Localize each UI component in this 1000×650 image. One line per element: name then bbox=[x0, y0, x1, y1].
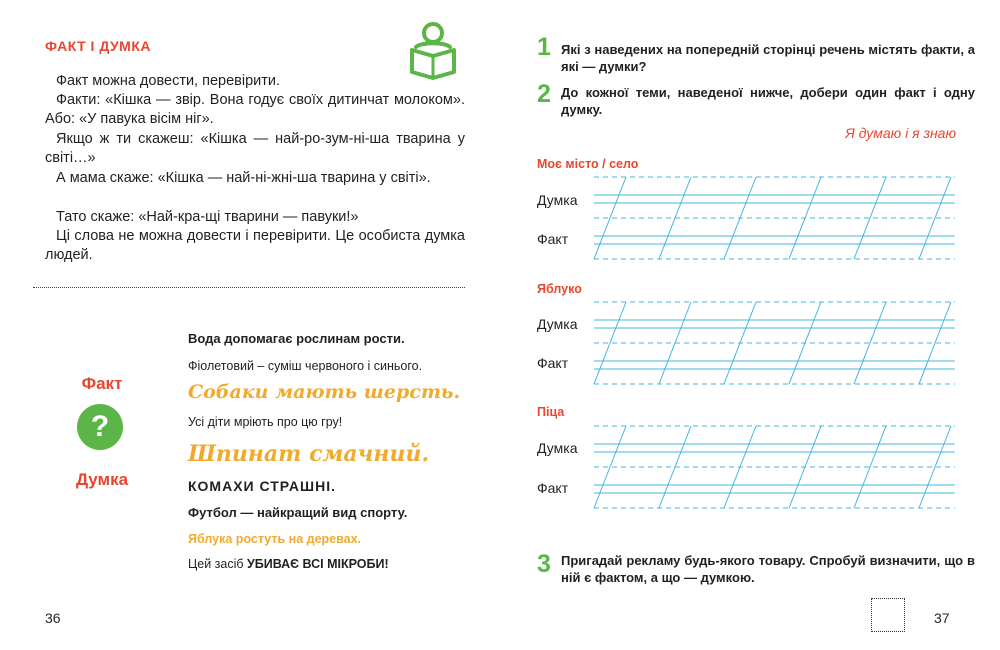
opinion-line-label: Думка bbox=[537, 192, 578, 208]
opinion-label: Думка bbox=[75, 470, 129, 489]
paragraph: Факти: «Кішка — звір. Вона годує своїх дитинчат молоком». Або: «У павука вісім ніг». bbox=[45, 92, 465, 128]
statement-emphasis: УБИВАЄ ВСІ МІКРОБИ! bbox=[247, 557, 389, 571]
fact-label: Факт bbox=[81, 374, 123, 393]
fact-line-label: Факт bbox=[537, 231, 569, 247]
statement: Шпинат смачний. bbox=[188, 441, 430, 467]
statement-prefix: Цей засіб bbox=[188, 557, 247, 571]
paragraph: Якщо ж ти скажеш: «Кішка — най-ро-зум-ні-ша тварина у світі…» bbox=[45, 131, 465, 167]
page-number-left: 36 bbox=[45, 610, 61, 626]
task-number: 2 bbox=[537, 80, 551, 108]
statement: Вода допомагає рослинам рости. bbox=[188, 331, 405, 346]
answer-checkbox[interactable] bbox=[871, 598, 905, 632]
statement: Яблука ростуть на деревах. bbox=[188, 532, 362, 546]
task-number: 1 bbox=[537, 33, 551, 61]
paragraph: Факт можна довести, перевірити. bbox=[56, 73, 281, 89]
statement: Фіолетовий – суміш червоного і синього. bbox=[188, 359, 423, 373]
paragraph: Тато скаже: «Най-кра-щі тварини — павуки!» bbox=[56, 209, 359, 225]
topic-title: Яблуко bbox=[537, 282, 582, 296]
fact-line-label: Факт bbox=[537, 355, 569, 371]
motto: Я думаю і я знаю bbox=[845, 125, 956, 141]
opinion-line-label: Думка bbox=[537, 440, 578, 456]
task-text: Пригадай рекламу будь-якого товару. Спробуй визначити, що в ній є фактом, а що — думкою. bbox=[561, 553, 975, 585]
section-title: ФАКТ І ДУМКА bbox=[45, 38, 151, 54]
question-mark-icon: ? bbox=[77, 404, 123, 450]
page-number-right: 37 bbox=[934, 610, 950, 626]
paragraph: Ці слова не можна довести і перевірити. Це особиста думка людей. bbox=[45, 228, 465, 264]
statement: Футбол — найкращий вид спорту. bbox=[188, 505, 408, 520]
task-text: Які з наведених на попередній сторінці речень містять факти, а які — думки? bbox=[561, 42, 975, 74]
opinion-line-label: Думка bbox=[537, 316, 578, 332]
topic-title: Піца bbox=[537, 405, 565, 419]
topic-title: Моє місто / село bbox=[537, 157, 639, 171]
fact-line-label: Факт bbox=[537, 480, 569, 496]
task-number: 3 bbox=[537, 550, 551, 578]
paragraph: А мама скаже: «Кішка — най-ні-жні-ша тварина у світі». bbox=[56, 170, 431, 186]
statement: Собаки мають шерсть. bbox=[188, 381, 461, 403]
statement: Усі діти мріють про цю гру! bbox=[188, 415, 343, 429]
statement: КОМАХИ СТРАШНІ. bbox=[188, 478, 336, 494]
task-text: До кожної теми, наведеної нижче, добери один факт і одну думку. bbox=[561, 85, 975, 117]
